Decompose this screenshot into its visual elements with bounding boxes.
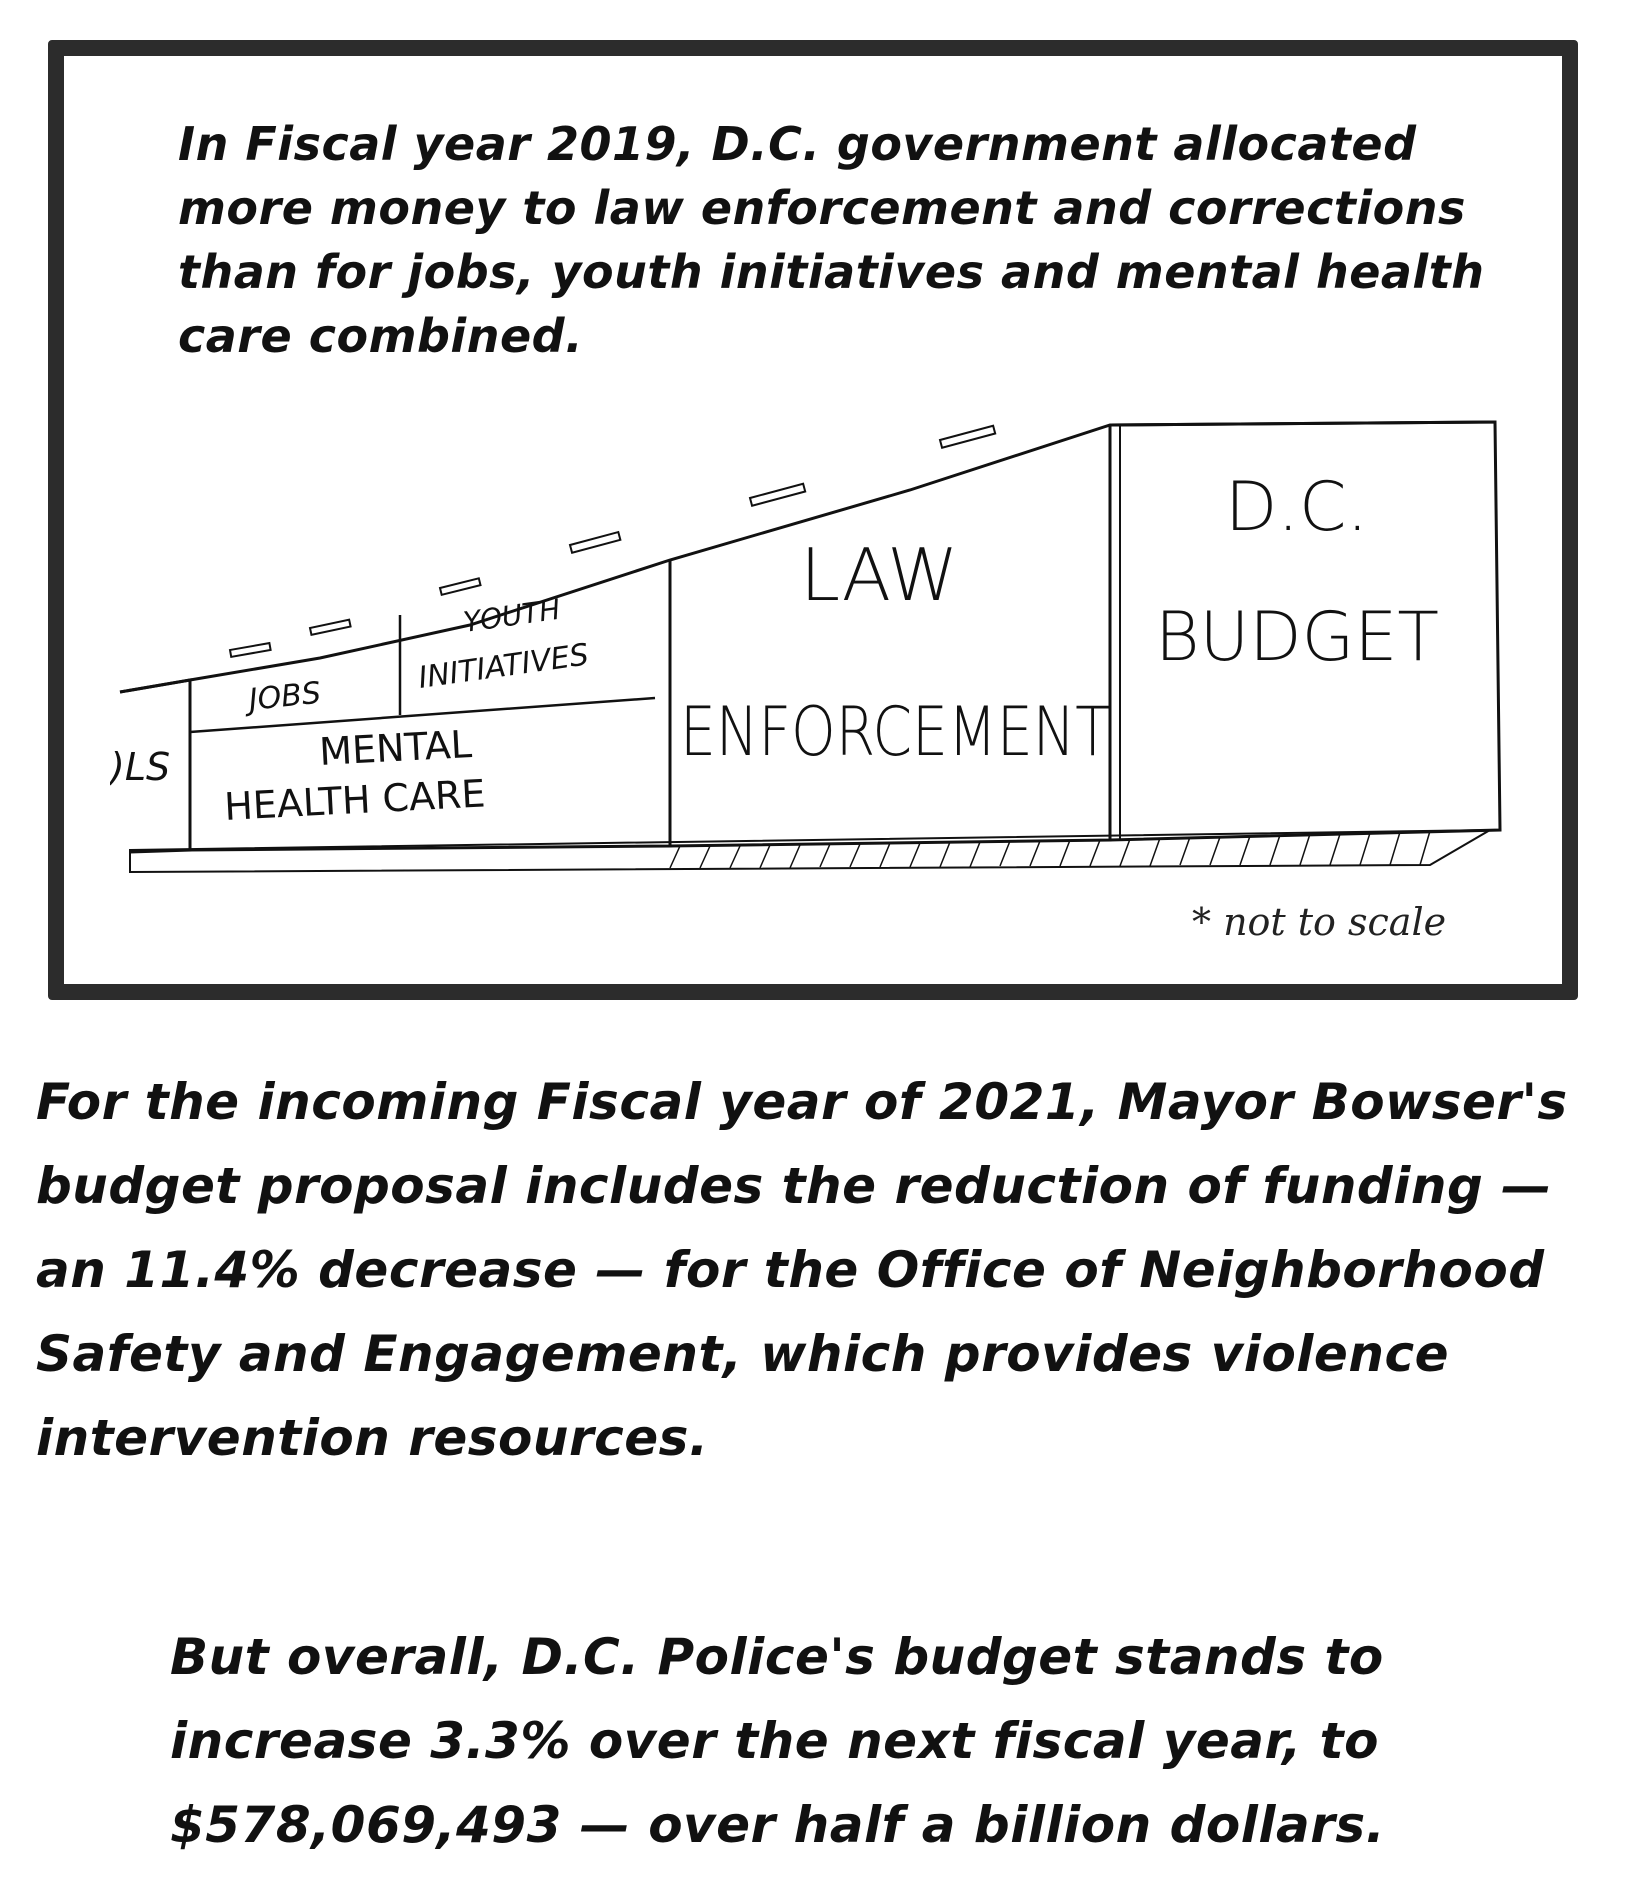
- law-enforcement-block: [670, 425, 1110, 846]
- mental-label-line1: MENTAL: [318, 722, 473, 774]
- jobs-label: JOBS: [247, 675, 323, 718]
- budget-diagram: [110, 410, 1530, 880]
- law-label-line1: LAW: [800, 533, 959, 617]
- panel-intro-text: In Fiscal year 2019, D.C. government allocated more money to law enforcement and corrections than for jobs, youth initiatives and mental health care combined.: [178, 117, 1485, 363]
- budget-diagram-drawing: [110, 410, 1530, 880]
- not-to-scale-note: * not to scale: [1192, 900, 1447, 944]
- mental-label-line2: HEALTH CARE: [223, 771, 487, 829]
- budget-label-line2: BUDGET: [1155, 598, 1439, 677]
- law-label-line2: ENFORCEMENT: [680, 693, 1110, 772]
- paragraph-police-budget: But overall, D.C. Police's budget stands to increase 3.3% over the next fiscal year, to $578,069,493 — over half a billion dollars.: [170, 1628, 1386, 1854]
- youth-label-line2: INITIATIVES: [416, 637, 591, 696]
- paragraph-2021-budget: For the incoming Fiscal year of 2021, Mayor Bowser's budget proposal includes the reduction of funding — an 11.4% decrease — for the Office of Neighborhood Safety and Engagement, which provides violence intervention resources.: [36, 1073, 1568, 1467]
- youth-label-line1: YOUTH: [461, 592, 563, 639]
- budget-label-line1: D.C.: [1225, 468, 1369, 547]
- edge-block-label: )LS: [110, 745, 171, 789]
